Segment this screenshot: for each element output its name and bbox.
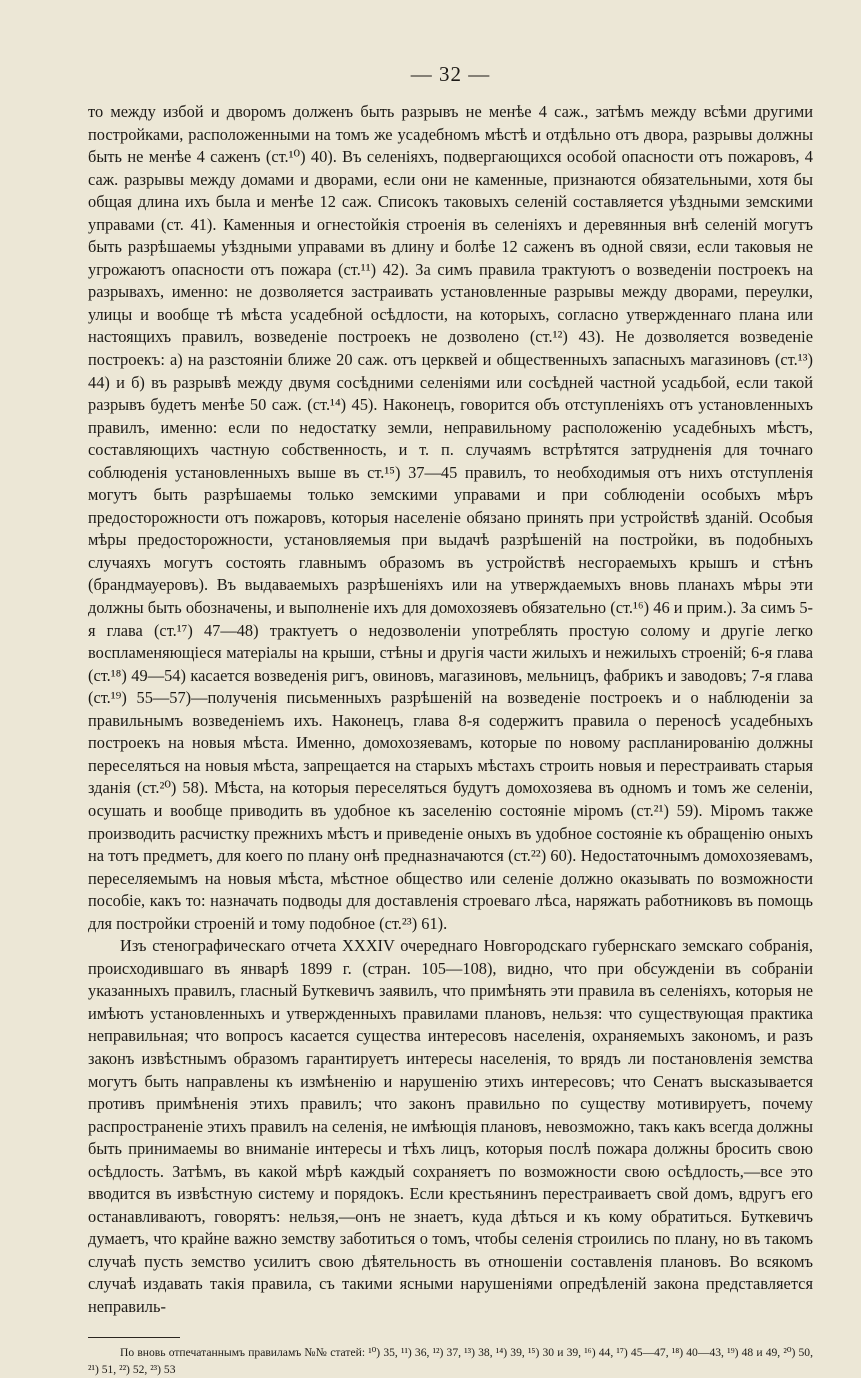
paragraph-1: то между избой и дворомъ долженъ быть разрывъ не менѣе 4 саж., затѣмъ между всѣми другими постройками, расположенными на томъ же усадебномъ мѣстѣ и отдѣльно отъ двора, разрывы должны быть не менѣе 4 саженъ (ст.¹⁰) 40). Въ селеніяхъ, подвергающихся особой опасности отъ пожаровъ, 4 саж. разрывы между домами и дворами, если они не каменные, признаются обязательными, хотя бы общая длина ихъ была и менѣе 12 саж. Списокъ таковыхъ селеній составляется уѣздными земскими управами (ст. 41). Каменныя и огнестойкія строенія въ селеніяхъ и деревянныя внѣ селеній могутъ быть разрѣшаемы уѣздными управами въ длину и болѣе 12 саженъ въ одной связи, если таковыя не угрожаютъ опасности отъ пожара (ст.¹¹) 42). За симъ правила трактуютъ о возведеніи построекъ на разрывахъ, именно: не дозволяется застраивать установленные разрывы между дворами, переулки, улицы и вообще тѣ мѣста усадебной осѣдлости, на которыхъ, согласно утвержденнаго плана или настоящихъ правилъ, возведеніе построекъ не дозволено (ст.¹²) 43). Не дозволяется возведеніе построекъ: а) на разстояніи ближе 20 саж. отъ церквей и общественныхъ запасныхъ магазиновъ (ст.¹³) 44) и б) въ разрывѣ между двумя сосѣдними селеніями или сосѣдней частной усадьбой, если такой разрывъ будетъ менѣе 50 саж. (ст.¹⁴) 45). Наконецъ, говорится объ отступленіяхъ отъ установленныхъ правилъ, именно: если по недостатку земли, неправильному расположенію усадебныхъ мѣстъ, составляющихъ частную собственность, и т. п. случаямъ встрѣтятся затрудненія для точнаго соблюденія установленныхъ выше въ ст.¹⁵) 37—45 правилъ, то необходимыя отъ нихъ отступленія могутъ быть разрѣшаемы только земскими управами и при соблюденіи особыхъ мѣръ предосторожности отъ пожаровъ, которыя населеніе обязано принять при устройствѣ зданій. Особыя мѣры предосторожности, установляемыя при выдачѣ разрѣшеній на постройки, въ подобныхъ случаяхъ могутъ состоять главнымъ образомъ въ устройствѣ несгораемыхъ крышъ и стѣнъ (брандмауеровъ). Въ выдаваемыхъ разрѣшеніяхъ или на утверждаемыхъ вновь планахъ мѣры эти должны быть обозначены, и выполненіе ихъ для домохозяевъ обязательно (ст.¹⁶) 46 и прим.). За симъ 5-я глава (ст.¹⁷) 47—48) трактуетъ о недозволеніи употреблять простую солому и другіе легко воспламеняющіеся матеріалы на крыши, стѣны и другія части жилыхъ и нежилыхъ строеній; 6-я глава (ст.¹⁸) 49—54) касается возведенія ригъ, овиновъ, магазиновъ, мельницъ, фабрикъ и заводовъ; 7-я глава (ст.¹⁹) 55—57)—полученія письменныхъ разрѣшеній на возведеніе построекъ и о наблюденіи за правильнымъ возведеніемъ ихъ. Наконецъ, глава 8-я содержитъ правила о переносѣ усадебныхъ построекъ на новыя мѣста. Именно, домохозяевамъ, которые по новому распланированію должны переселяться на новыя мѣста, запрещается на старыхъ мѣстахъ строить новыя и перестраивать старыя зданія (ст.²⁰) 58). Мѣста, на которыя переселяться будутъ домохозяева въ одномъ и томъ же селеніи, осушать и вообще приводить въ удобное къ заселенію состояніе міромъ (ст.²¹) 59). Міромъ также производить расчистку прежнихъ мѣстъ и приведеніе оныхъ въ удобное состояніе къ обращенію оныхъ на тотъ предметъ, для коего по плану онѣ предназначаются (ст.²²) 60). Недостаточнымъ домохозяевамъ, переселяемымъ на новыя мѣста, мѣстное общество или селеніе должно оказывать по возможности пособіе, какъ то: назначать подводы для доставленія строеваго лѣса, наряжать работниковъ въ помощь для постройки строеній и тому подобное (ст.²³) 61). (88, 102, 813, 933)
body-text (88, 101, 813, 1319)
footnote-divider (88, 1337, 180, 1338)
page-number: — 32 — (410, 62, 491, 86)
paragraph-2: Изъ стенографическаго отчета XXXIV очереднаго Новгородскаго губернскаго земскаго собранія, происходившаго въ январѣ 1899 г. (стран. 105—108), видно, что при обсужденіи въ собраніи указанныхъ правилъ, гласный Буткевичъ заявилъ, что примѣнять эти правила въ селеніяхъ, которыя не имѣютъ установленныхъ и утвержденныхъ правилами плановъ, нельзя: что существующая практика неправильная; что вопросъ касается существа интересовъ населенія, охраняемыхъ закономъ, и разъ законъ извѣстнымъ образомъ гарантируетъ интересы населенія, то врядъ ли постановленія земства могутъ быть направлены къ измѣненію и нарушенію этихъ интересовъ; что Сенатъ высказывается противъ примѣненія этихъ правилъ; что законъ правильно по существу мотивируетъ, почему распространеніе этихъ правилъ на селенія, не имѣющія плановъ, невозможно, такъ какъ всегда должны быть принимаемы во вниманіе интересы и тѣхъ лицъ, которыя послѣ пожара должны бросить свою осѣдлость. Затѣмъ, въ какой мѣрѣ каждый сохраняетъ по возможности свою осѣдлость,—все это вводится въ извѣстную систему и порядокъ. Если крестьянинъ перестраиваетъ свой домъ, вдругъ его останавливаютъ, говорятъ: нельзя,—онъ не знаетъ, куда дѣться и къ кому обратиться. Буткевичъ думаетъ, что крайне важно земству заботиться о томъ, чтобы селенія строились по плану, но въ такомъ случаѣ пусть земство усилитъ свою дѣятельность въ отношеніи составленія плановъ. Во всякомъ случаѣ издавать такія правила, съ такими ясными нарушеніями опредѣленій закона представляется неправиль- (88, 936, 813, 1316)
footnote: По вновь отпечатаннымъ правиламъ №№ статей: ¹⁰) 35, ¹¹) 36, ¹²) 37, ¹³) 38, ¹⁴) 39, ¹⁵) 30 и 39, ¹⁶) 44, ¹⁷) 45—47, ¹⁸) 40—43, ¹⁹) 48 и 49, ²⁰) 50, ²¹) 51, ²²) 52, ²³) 53 (88, 1345, 813, 1376)
